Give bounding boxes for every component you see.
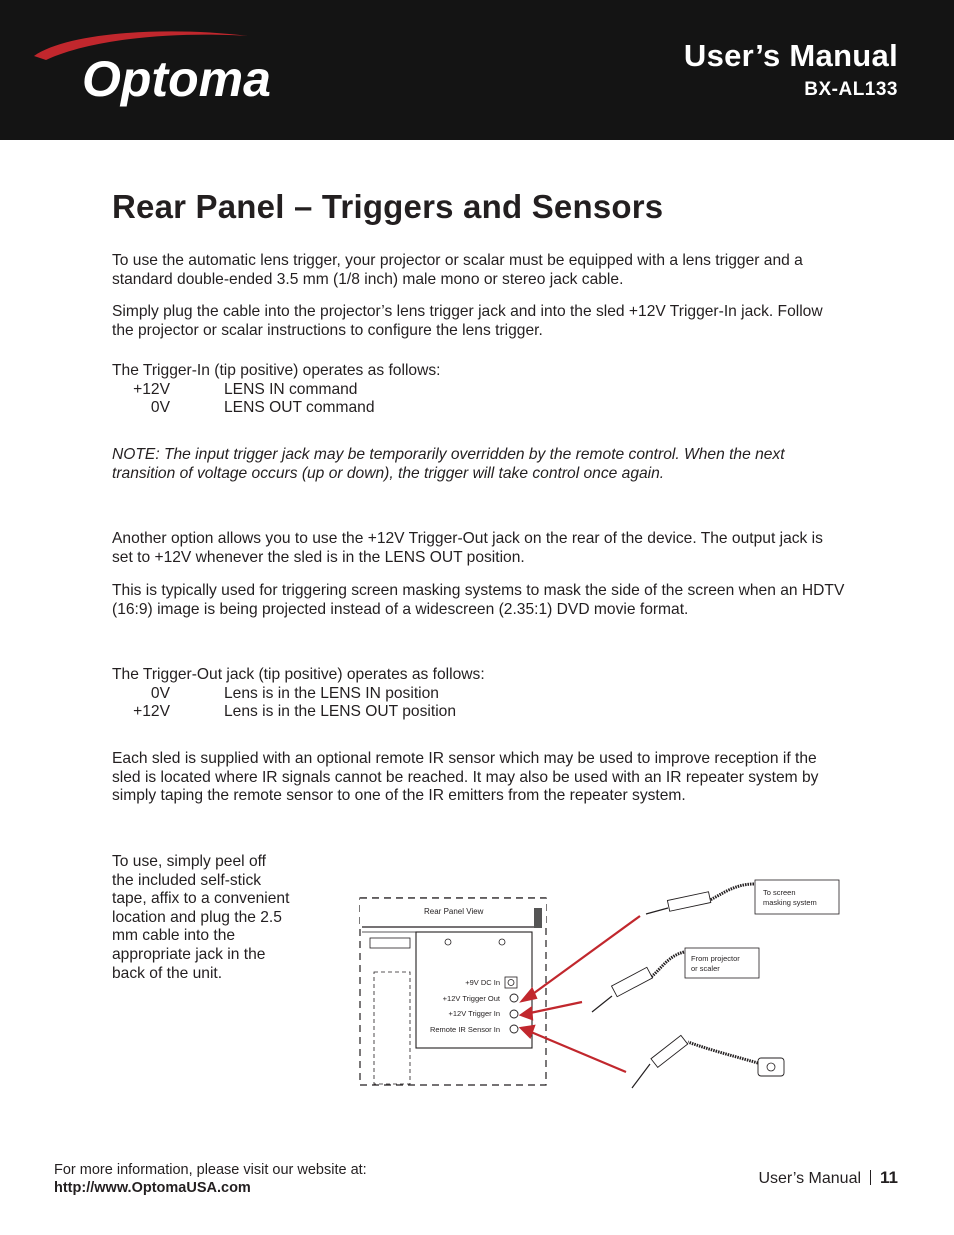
jack-label: Remote IR Sensor In (429, 1025, 500, 1034)
paragraph-usage: To use, simply peel off the included self-stick tape, affix to a convenient location and plug the 2.5 mm cable into the appropriate jack in the back of the unit. (112, 853, 290, 982)
voltage-value: +12V (133, 703, 170, 720)
callout-projector (685, 948, 759, 978)
logo-text: Optoma (82, 51, 271, 107)
footer-info (54, 1161, 367, 1197)
dc-in-jack (505, 977, 517, 988)
note-paragraph: NOTE: The input trigger jack may be temporarily overridden by the remote control. When the next transition of voltage occurs (up or down), the trigger will take control once again. (112, 446, 785, 482)
footer-info-text: For more information, please visit our website at: (54, 1162, 367, 1178)
website-link[interactable]: http://www.OptomaUSA.com (54, 1180, 251, 1196)
paragraph-ir-sensor: Each sled is supplied with an optional remote IR sensor which may be used to improve reception if the sled is located where IR signals cannot be reached. It may also be used with an IR repeater system by simply taping the remote sensor to one of the IR emitters from the repeater system. (112, 750, 819, 805)
trigger-in-cable (592, 952, 684, 1012)
jack-label: +9V DC In (465, 978, 500, 987)
manual-title: User’s Manual (683, 38, 898, 73)
trigger-in-intro: The Trigger-In (tip positive) operates as follows: (112, 362, 441, 379)
paragraph-plug-cable: Simply plug the cable into the projector’s lens trigger jack and into the sled +12V Trigger-In jack. Follow the projector or scalar instructions to configure the lens trigger. (112, 303, 823, 339)
trigger-in-jack (510, 1010, 518, 1018)
footer-separator (870, 1170, 871, 1185)
model-number: BX-AL133 (804, 79, 898, 100)
ir-sensor-jack (510, 1025, 518, 1033)
paragraph-screen-masking: This is typically used for triggering screen masking systems to mask the side of the screen when an HDTV (16:9) image is being projected instead of a widescreen (2.35:1) DVD movie format. (112, 582, 845, 618)
callout-screen (755, 880, 839, 914)
unit-outline (360, 898, 546, 1085)
panel-label: Rear Panel View (424, 907, 484, 916)
knob (534, 908, 542, 928)
ir-sensor-cable (632, 1035, 784, 1088)
svg-text:To screen: To screen (763, 888, 796, 897)
paragraph-trigger-out: Another option allows you to use the +12V Trigger-Out jack on the rear of the device. The output jack is set to +12V whenever the sled is in the LENS OUT position. (112, 530, 823, 566)
trigger-out-cable (646, 884, 754, 914)
voltage-value: 0V (150, 399, 170, 416)
voltage-description: LENS OUT command (224, 399, 375, 416)
voltage-value: +12V (133, 381, 170, 398)
voltage-description: Lens is in the LENS OUT position (224, 703, 457, 720)
paragraph-intro: To use the automatic lens trigger, your projector or scalar must be equipped with a lens trigger and a standard double-ended 3.5 mm (1/8 inch) male mono or stereo jack cable. (112, 252, 803, 288)
header-bar (0, 0, 954, 140)
jack-label: +12V Trigger Out (442, 994, 500, 1003)
page-title: Rear Panel – Triggers and Sensors (112, 188, 664, 225)
footer-page (758, 1168, 898, 1188)
voltage-description: LENS IN command (224, 381, 358, 398)
optoma-logo (28, 26, 298, 108)
footer-manual-label: User’s Manual (758, 1170, 862, 1187)
voltage-description: Lens is in the LENS IN position (224, 685, 439, 702)
svg-text:masking system: masking system (763, 898, 817, 907)
trigger-out-jack (510, 994, 518, 1002)
jack-label: +12V Trigger In (448, 1009, 500, 1018)
page-number: 11 (880, 1168, 898, 1187)
svg-text:or scaler: or scaler (691, 964, 720, 973)
voltage-value: 0V (150, 685, 170, 702)
trigger-out-intro: The Trigger-Out jack (tip positive) operates as follows: (112, 666, 485, 683)
rear-panel-diagram (350, 870, 850, 1105)
svg-text:From projector: From projector (691, 954, 740, 963)
